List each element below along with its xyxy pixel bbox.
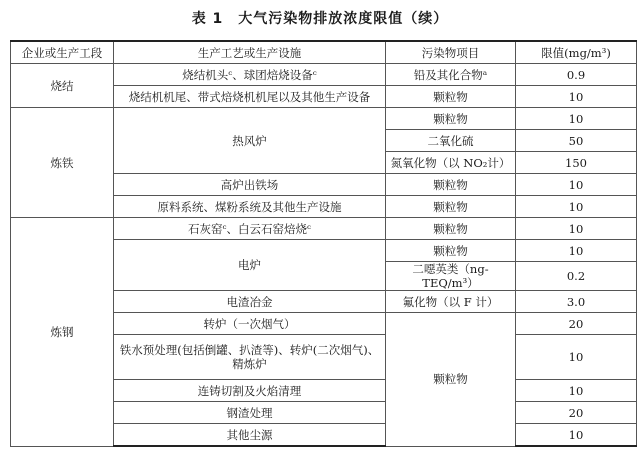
limit-cell: 10 [516,196,637,218]
header-pollutant: 污染物项目 [386,41,516,64]
table-header-row [11,41,637,64]
header-process: 生产工艺或生产设施 [114,41,386,64]
pollutant-cell: 颗粒物 [386,218,516,240]
limit-cell: 20 [516,313,637,335]
process-cell: 连铸切割及火焰清理 [114,380,386,402]
limit-cell: 20 [516,402,637,424]
limit-cell: 3.0 [516,291,637,313]
pollutant-cell: 二氧化硫 [386,130,516,152]
limit-cell: 10 [516,174,637,196]
process-cell: 钢渣处理 [114,402,386,424]
pollutant-cell: 二噁英类（ng-TEQ/m³） [386,262,516,291]
pollutant-cell: 颗粒物 [386,174,516,196]
pollutant-cell: 颗粒物 [386,108,516,130]
limit-cell: 150 [516,152,637,174]
limit-cell: 50 [516,130,637,152]
process-cell: 石灰窑ᶜ、白云石窑焙烧ᶜ [114,218,386,240]
process-cell: 高炉出铁场 [114,174,386,196]
limit-cell: 0.2 [516,262,637,291]
pollutant-cell: 颗粒物 [386,313,516,447]
limit-cell: 10 [516,108,637,130]
pollutant-cell: 氮氧化物（以 NO₂计） [386,152,516,174]
limit-cell: 10 [516,380,637,402]
pollutant-cell: 氟化物（以 F 计） [386,291,516,313]
process-cell: 原料系统、煤粉系统及其他生产设施 [114,196,386,218]
process-cell: 转炉（一次烟气） [114,313,386,335]
limit-cell: 10 [516,218,637,240]
process-cell: 电渣冶金 [114,291,386,313]
emission-limits-table [10,40,637,447]
header-enterprise: 企业或生产工段 [11,41,114,64]
pollutant-cell: 颗粒物 [386,196,516,218]
header-limit: 限值(mg/m³) [516,41,637,64]
table-row [11,218,637,240]
pollutant-cell: 铅及其化合物ᵃ [386,64,516,86]
section-ironmaking: 炼铁 [11,108,114,218]
process-cell: 烧结机机尾、带式焙烧机机尾以及其他生产设备 [114,86,386,108]
section-steelmaking: 炼钢 [11,218,114,447]
pollutant-cell: 颗粒物 [386,240,516,262]
process-cell: 热风炉 [114,108,386,174]
limit-cell: 10 [516,240,637,262]
limit-cell: 10 [516,424,637,447]
process-cell: 电炉 [114,240,386,291]
limit-cell: 0.9 [516,64,637,86]
table-caption: 表 1 大气污染物排放浓度限值（续） [191,11,449,27]
table-row [11,64,637,86]
pollutant-cell: 颗粒物 [386,86,516,108]
limit-cell: 10 [516,86,637,108]
table-row [11,108,637,130]
process-cell: 烧结机头ᶜ、球团焙烧设备ᶜ [114,64,386,86]
process-cell: 铁水预处理(包括倒罐、扒渣等)、转炉(二次烟气)、精炼炉 [114,335,386,380]
limit-cell: 10 [516,335,637,380]
section-sintering: 烧结 [11,64,114,108]
process-cell: 其他尘源 [114,424,386,447]
